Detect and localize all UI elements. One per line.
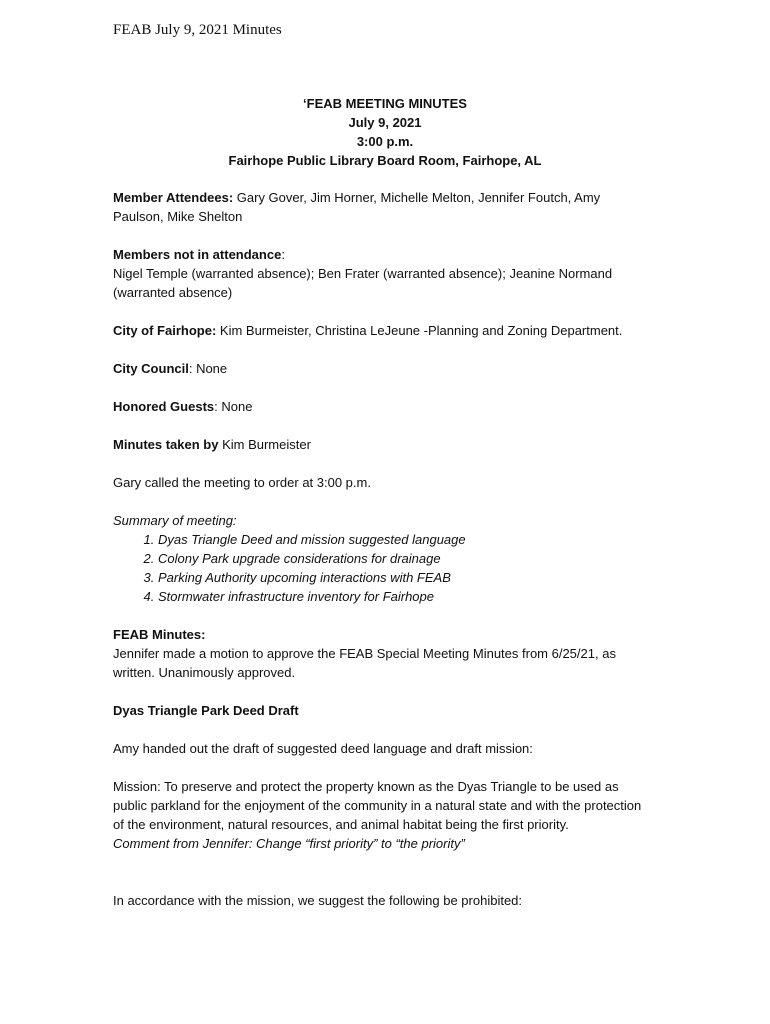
- feab-minutes-text: Jennifer made a motion to approve the FEAB Special Meeting Minutes from 6/25/21, as written. Unanimously approved.: [113, 646, 616, 680]
- council-paragraph: [113, 359, 648, 378]
- running-header: FEAB July 9, 2021 Minutes: [113, 22, 282, 38]
- summary-item: 4. Stormwater infrastructure inventory for Fairhope: [158, 587, 648, 606]
- dyas-comment: Comment from Jennifer: Change “first priority” to “the priority”: [113, 836, 465, 851]
- document-title-block: [0, 94, 770, 170]
- dyas-mission: Mission: To preserve and protect the property known as the Dyas Triangle to be used as public parkland for the enjoyment of the community in a natural state and with the protection of the environment, natural resources, and animal habitat being the first priority.: [113, 779, 642, 832]
- summary-list: [113, 530, 648, 606]
- document-body: [113, 188, 648, 910]
- minutes-by-paragraph: [113, 435, 648, 454]
- title-line: ‘FEAB MEETING MINUTES: [303, 96, 467, 111]
- call-to-order: Gary called the meeting to order at 3:00 p.m.: [113, 475, 371, 490]
- absent-list: Nigel Temple (warranted absence); Ben Frater (warranted absence); Jeanine Normand (warranted absence): [113, 266, 613, 300]
- summary-item: 3. Parking Authority upcoming interactions with FEAB: [158, 568, 648, 587]
- summary-heading: Summary of meeting:: [113, 513, 237, 528]
- absent-colon: :: [281, 247, 285, 262]
- guests-paragraph: [113, 397, 648, 416]
- council-text: : None: [188, 361, 228, 376]
- meeting-location: Fairhope Public Library Board Room, Fairhope, AL: [228, 153, 542, 168]
- summary-section: [113, 511, 648, 606]
- attendees-list: Gary Gover, Jim Horner, Michelle Melton, Jennifer Foutch, Amy Paulson, Mike Shelton: [113, 190, 601, 224]
- feab-minutes-section: [113, 625, 648, 682]
- absent-paragraph: [113, 245, 648, 302]
- dyas-prohibited: In accordance with the mission, we suggest the following be prohibited:: [113, 893, 523, 908]
- dyas-heading: Dyas Triangle Park Deed Draft: [113, 703, 299, 718]
- meeting-time: 3:00 p.m.: [356, 134, 414, 149]
- absent-label: Members not in attendance: [113, 247, 282, 262]
- minutes-by-text: Kim Burmeister: [218, 437, 311, 452]
- city-label: City of Fairhope:: [113, 323, 217, 338]
- guests-text: : None: [214, 399, 253, 414]
- dyas-handout: Amy handed out the draft of suggested deed language and draft mission:: [113, 741, 533, 756]
- guests-label: Honored Guests: [113, 399, 215, 414]
- attendees-paragraph: [113, 188, 648, 226]
- meeting-date: July 9, 2021: [348, 115, 422, 130]
- city-paragraph: [113, 321, 648, 340]
- attendees-label: Member Attendees:: [113, 190, 234, 205]
- summary-item: 2. Colony Park upgrade considerations for drainage: [158, 549, 648, 568]
- feab-minutes-heading: FEAB Minutes:: [113, 627, 206, 642]
- minutes-by-label: Minutes taken by: [113, 437, 219, 452]
- council-label: City Council: [113, 361, 189, 376]
- summary-item: 1. Dyas Triangle Deed and mission suggested language: [158, 530, 648, 549]
- city-text: Kim Burmeister, Christina LeJeune -Planning and Zoning Department.: [216, 323, 623, 338]
